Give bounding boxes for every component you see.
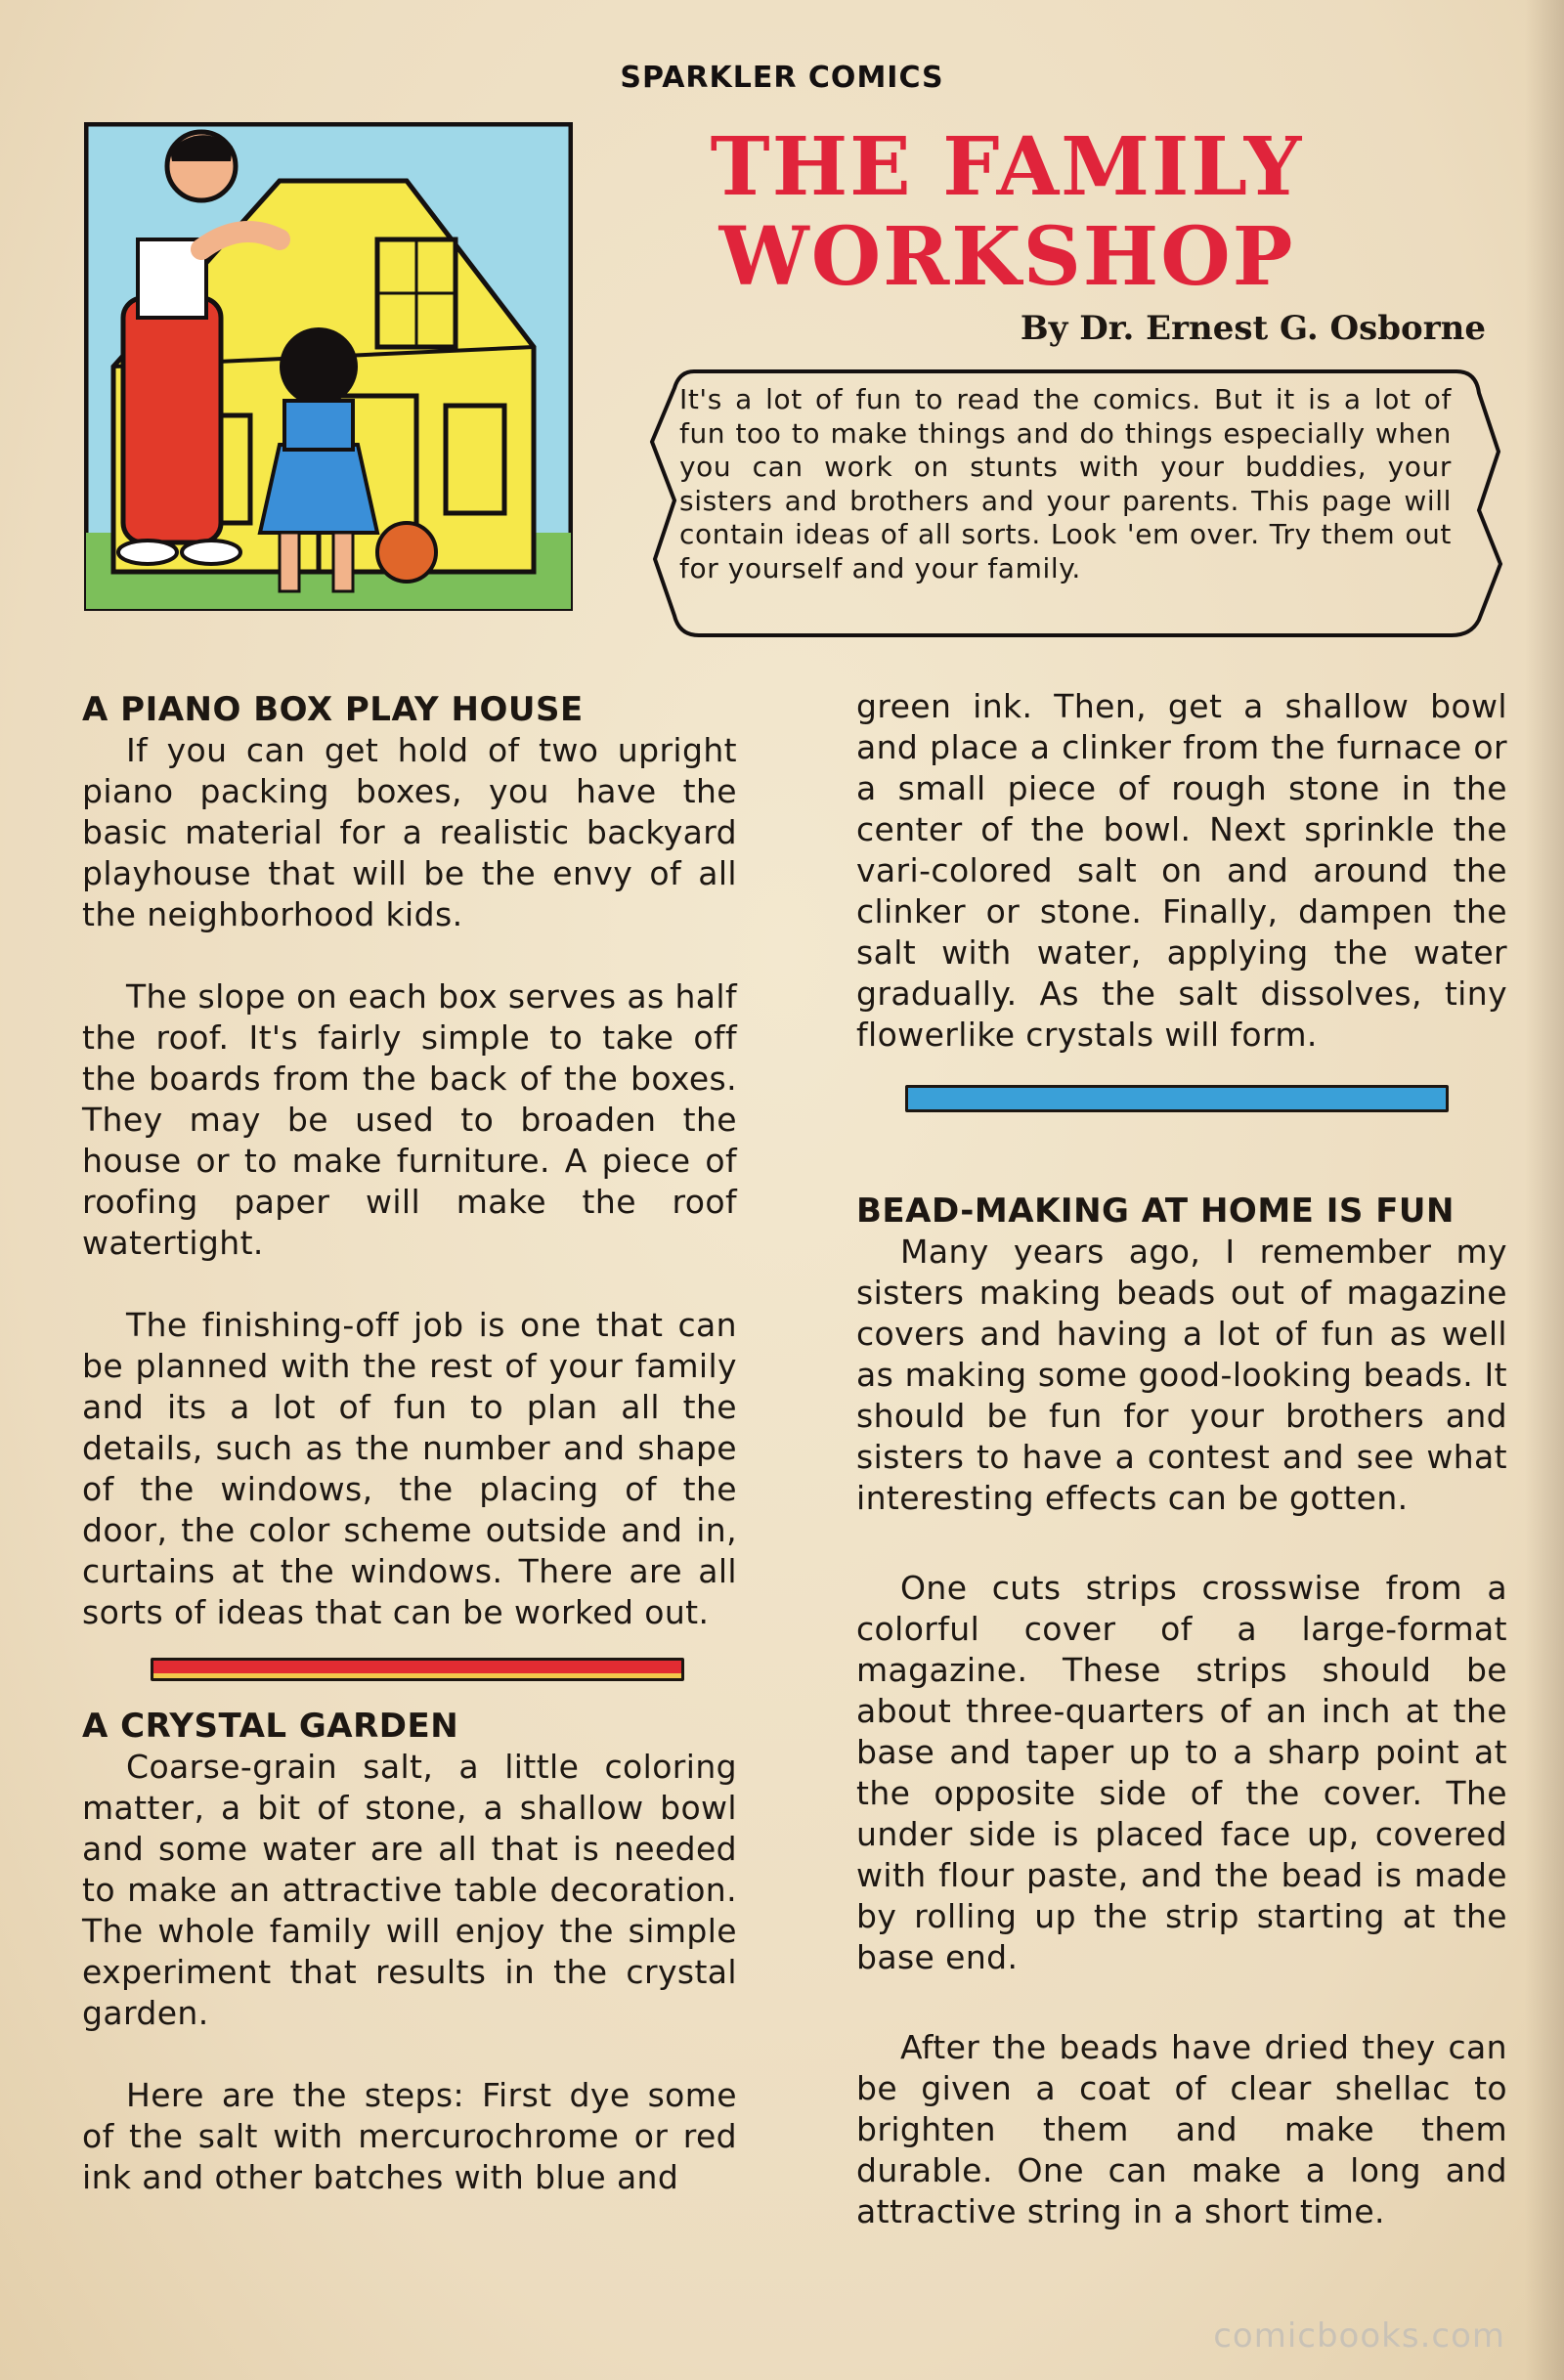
intro-text: It's a lot of fun to read the comics. But it is a lot of fun too to make things and do things especially when you can work on stunts with your buddies, your sisters and brothers and your parents. This page will contain ideas of all sorts. Look 'em over. Try them out for yourself and your family.	[679, 383, 1452, 584]
paragraph: Here are the steps: First dye some of the salt with mercurochrome or red ink and other batches with blue and	[82, 2076, 737, 2196]
page-title	[586, 122, 1427, 302]
title-line-2: WORKSHOP	[718, 210, 1295, 304]
paragraph: The finishing-off job is one that can be planned with the rest of your family and its a lot of fun to plan all the details, such as the number and shape of the windows, the placing of the door, the color scheme outside and in, curtains at the windows. There are all sorts of ideas that can be worked out.	[82, 1306, 737, 1631]
left-column	[82, 689, 737, 2198]
watermark: comicbooks.com	[1213, 2316, 1505, 2356]
paragraph: After the beads have dried they can be given a coat of clear shellac to brighten them and make them durable. One can make a long and attractive string in a short time.	[856, 2028, 1507, 2230]
section-heading-crystal-garden: A CRYSTAL GARDEN	[82, 1707, 459, 1746]
paragraph: green ink. Then, get a shallow bowl and place a clinker from the furnace or a small piece of rough stone in the center of the bowl. Next sprinkle the vari-colored salt on and around the clinker or stone. Finally, dampen the salt with water, applying the water gradually. As the salt dissolves, tiny flowerlike crystals will form.	[856, 687, 1507, 1054]
house-illustration	[84, 122, 573, 611]
byline: By Dr. Ernest G. Osborne	[1020, 309, 1486, 348]
paragraph: Coarse-grain salt, a little coloring matter, a bit of stone, a shallow bowl and some water are all that is needed to make an attractive table decoration. The whole family will enjoy the simple experiment that results in the crystal garden.	[82, 1748, 737, 2032]
paragraph: The slope on each box serves as half the roof. It's fairly simple to take off the boards from the back of the boxes. They may be used to broaden the house or to make furniture. A piece of roofing paper will make the roof watertight.	[82, 977, 737, 1262]
divider-red	[151, 1658, 684, 1681]
title-line-1: THE FAMILY	[710, 120, 1304, 214]
paragraph: One cuts strips crosswise from a colorful cover of a large-format magazine. These strips should be about three-quarters of an inch at the base and taper up to a sharp point at the opposite side of the cover. The under side is placed face up, covered with flour paste, and the bead is made by rolling up the strip starting at the base end.	[856, 1569, 1507, 1976]
divider-blue	[905, 1085, 1449, 1112]
masthead: SPARKLER COMICS	[620, 61, 944, 95]
section-heading-bead-making: BEAD-MAKING AT HOME IS FUN	[856, 1191, 1455, 1231]
illustration-panel	[84, 122, 573, 611]
section-heading-piano-box: A PIANO BOX PLAY HOUSE	[82, 690, 584, 729]
intro-box	[640, 364, 1510, 642]
paragraph: If you can get hold of two upright piano packing boxes, you have the basic material for a realistic backyard playhouse that will be the envy of all the neighborhood kids.	[82, 731, 737, 933]
right-column	[856, 686, 1507, 2232]
paragraph: Many years ago, I remember my sisters making beads out of magazine covers and having a lot of fun as well as making some good-looking beads. It should be fun for your brothers and sisters to have a contest and see what interesting effects can be gotten.	[856, 1233, 1507, 1517]
page-edge-shadow	[1525, 0, 1564, 2380]
